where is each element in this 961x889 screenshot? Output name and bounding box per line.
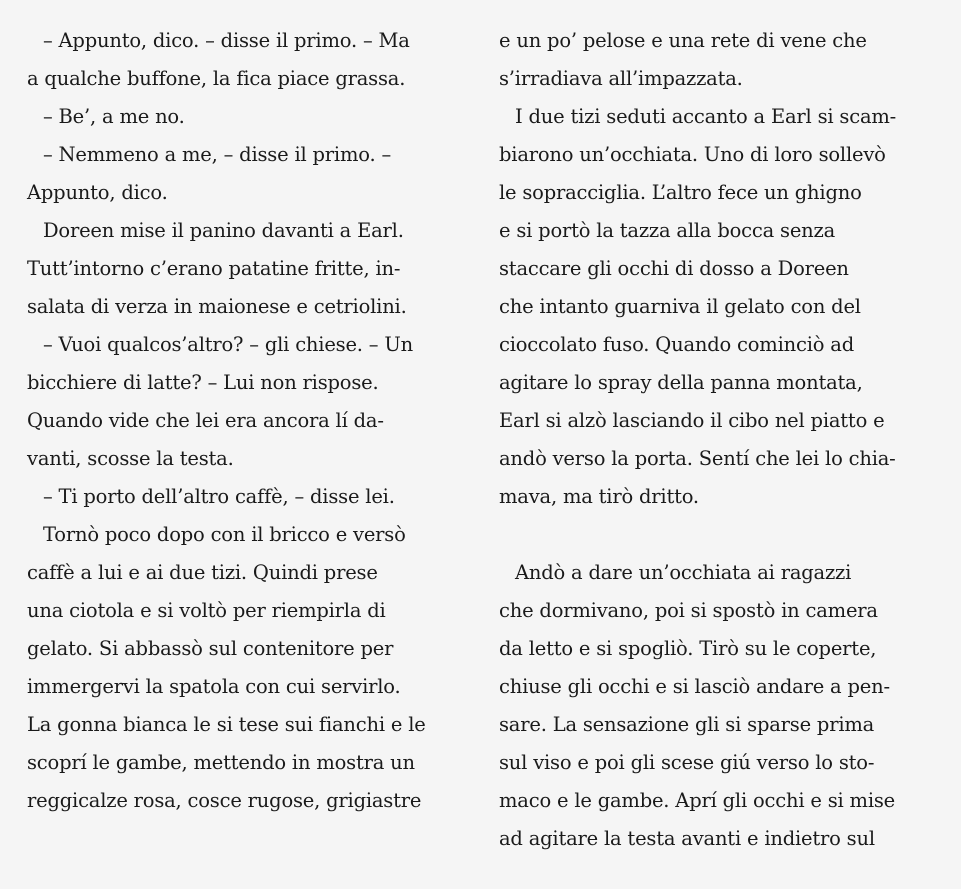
- text-line: La gonna bianca le si tese sui fianchi e le: [27, 713, 426, 736]
- text-line: Quando vide che lei era ancora lí da-: [27, 409, 384, 432]
- left-text-column: [27, 22, 447, 820]
- text-line: sare. La sensazione gli si sparse prima: [499, 713, 875, 736]
- text-line: biarono un’occhiata. Uno di loro sollevò: [499, 143, 886, 166]
- text-line: da letto e si spogliò. Tirò su le coperte,: [499, 637, 877, 660]
- text-line: – Be’, a me no.: [43, 105, 185, 128]
- text-line: andò verso la porta. Sentí che lei lo chia-: [499, 447, 896, 470]
- text-line: caffè a lui e ai due tizi. Quindi prese: [27, 561, 378, 584]
- text-line: e un po’ pelose e una rete di vene che: [499, 29, 867, 52]
- text-line: – Ti porto dell’altro caffè, – disse lei.: [43, 485, 395, 508]
- text-line: salata di verza in maionese e cetriolini.: [27, 295, 407, 318]
- text-line: sul viso e poi gli scese giú verso lo sto-: [499, 751, 875, 774]
- right-text-column: [499, 22, 929, 858]
- text-line: a qualche buffone, la fica piace grassa.: [27, 67, 406, 90]
- text-line: e si portò la tazza alla bocca senza: [499, 219, 836, 242]
- text-line: mava, ma tirò dritto.: [499, 485, 699, 508]
- text-line: Earl si alzò lasciando il cibo nel piatto e: [499, 409, 885, 432]
- text-line: – Appunto, dico. – disse il primo. – Ma: [43, 29, 410, 52]
- text-line: staccare gli occhi di dosso a Doreen: [499, 257, 849, 280]
- text-line: immergervi la spatola con cui servirlo.: [27, 675, 401, 698]
- text-line: scoprí le gambe, mettendo in mostra un: [27, 751, 415, 774]
- text-line: – Nemmeno a me, – disse il primo. –: [43, 143, 391, 166]
- text-line: agitare lo spray della panna montata,: [499, 371, 863, 394]
- text-line: ad agitare la testa avanti e indietro sul: [499, 827, 875, 850]
- text-line: Doreen mise il panino davanti a Earl.: [43, 219, 404, 242]
- text-line: Andò a dare un’occhiata ai ragazzi: [515, 561, 852, 584]
- text-line: Appunto, dico.: [27, 181, 168, 204]
- text-line: che dormivano, poi si spostò in camera: [499, 599, 878, 622]
- text-line: che intanto guarniva il gelato con del: [499, 295, 861, 318]
- text-line: Tornò poco dopo con il bricco e versò: [43, 523, 406, 546]
- text-line: maco e le gambe. Aprí gli occhi e si mise: [499, 789, 896, 812]
- text-line: s’irradiava all’impazzata.: [499, 67, 743, 90]
- text-line: Tutt’intorno c’erano patatine fritte, in-: [27, 257, 401, 280]
- text-line: gelato. Si abbassò sul contenitore per: [27, 637, 394, 660]
- text-line: cioccolato fuso. Quando cominciò ad: [499, 333, 854, 356]
- text-line: le sopracciglia. L’altro fece un ghigno: [499, 181, 862, 204]
- text-line: bicchiere di latte? – Lui non rispose.: [27, 371, 379, 394]
- text-line: una ciotola e si voltò per riempirla di: [27, 599, 386, 622]
- text-line: chiuse gli occhi e si lasciò andare a pen-: [499, 675, 890, 698]
- text-line: vanti, scosse la testa.: [27, 447, 234, 470]
- text-line: [499, 516, 929, 554]
- text-line: reggicalze rosa, cosce rugose, grigiastre: [27, 789, 422, 812]
- text-line: I due tizi seduti accanto a Earl si scam-: [515, 105, 897, 128]
- text-line: – Vuoi qualcos’altro? – gli chiese. – Un: [43, 333, 413, 356]
